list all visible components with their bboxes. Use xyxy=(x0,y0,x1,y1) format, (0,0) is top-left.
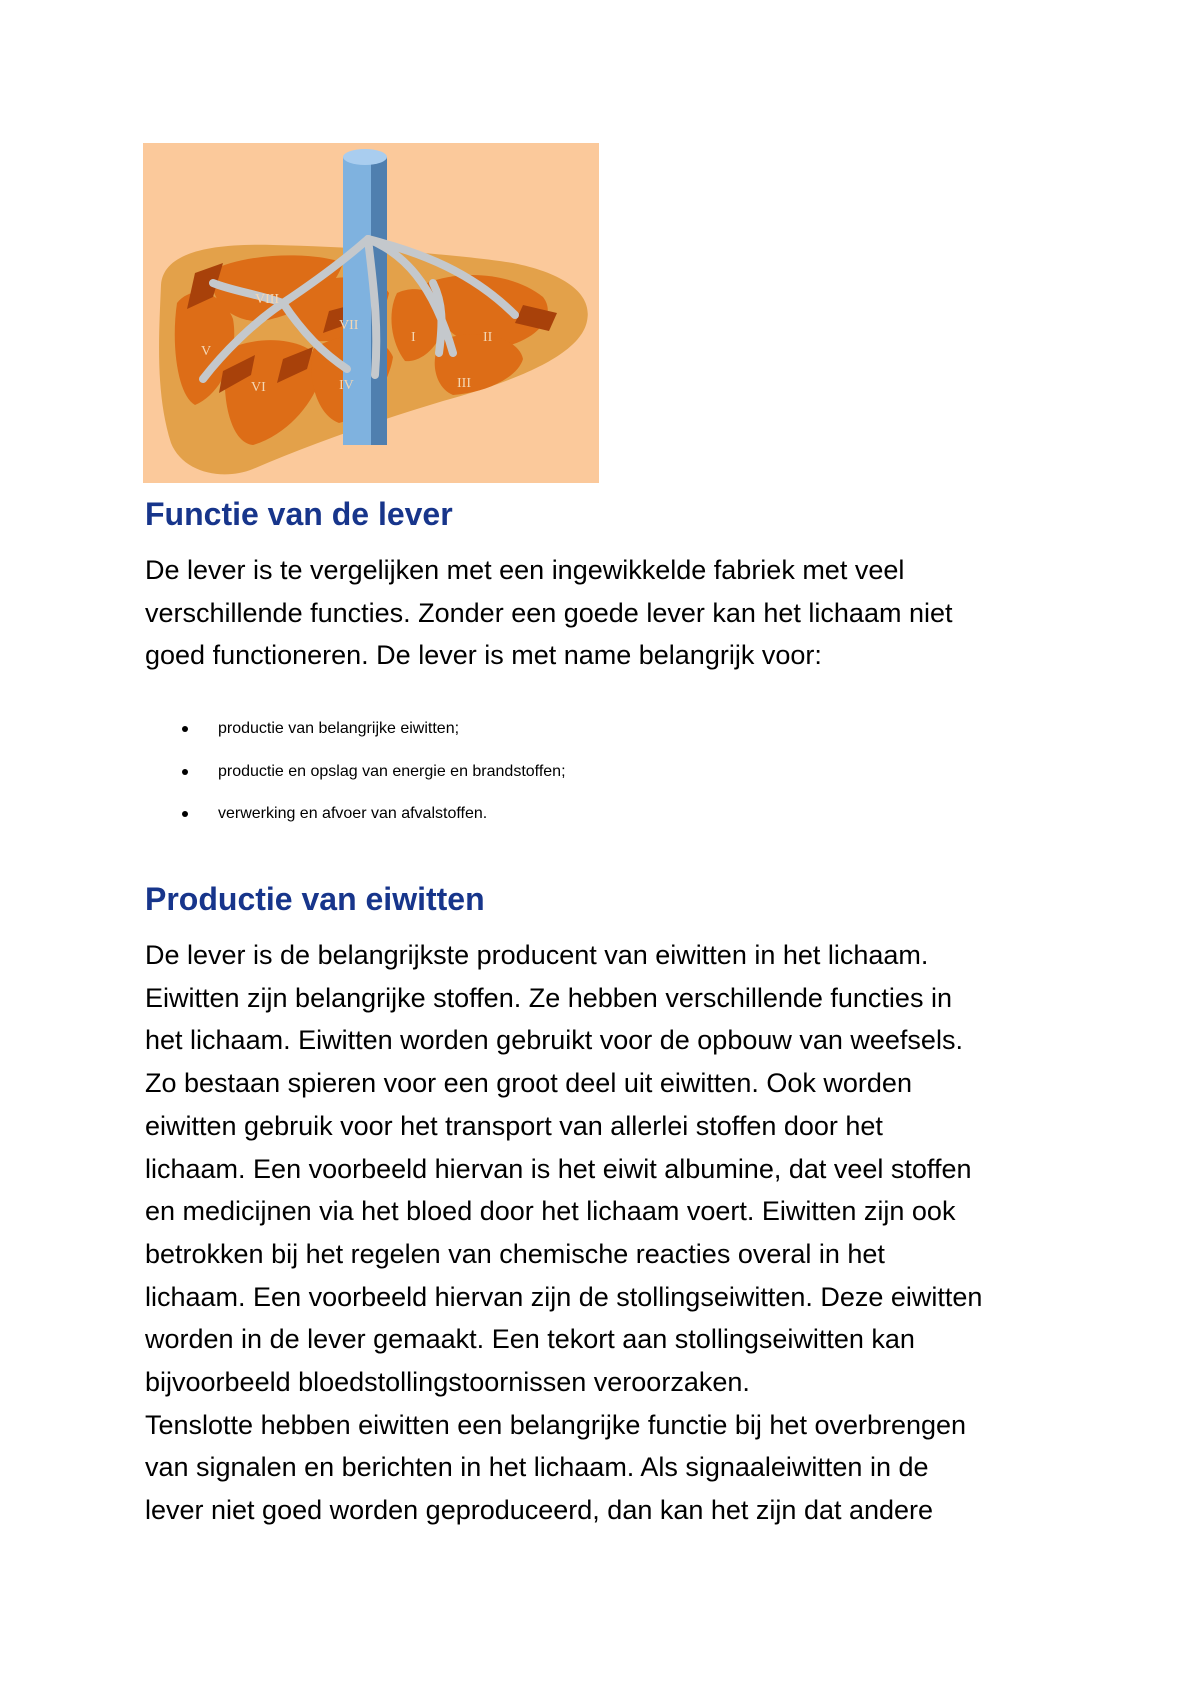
eiwitten-paragraph xyxy=(145,934,1105,1532)
paragraph-line: eiwitten gebruik voor het transport van allerlei stoffen door het xyxy=(145,1110,883,1141)
paragraph-line: bijvoorbeeld bloedstollingstoornissen veroorzaken. xyxy=(145,1367,750,1398)
segment-label-v: V xyxy=(201,344,212,359)
segment-label-vii: VII xyxy=(339,318,359,333)
segment-label-iv: IV xyxy=(339,378,354,393)
paragraph-line: van signalen en berichten in het lichaam. Als signaaleiwitten in de xyxy=(145,1452,929,1483)
list-item xyxy=(175,793,566,836)
heading-functie-van-de-lever: Functie van de lever xyxy=(145,496,453,532)
segment-label-ii: II xyxy=(483,330,493,345)
function-list xyxy=(175,708,566,836)
paragraph-line: verschillende functies. Zonder een goede lever kan het lichaam niet xyxy=(145,597,953,628)
liver-segments-illustration xyxy=(143,143,599,483)
paragraph-line: De lever is de belangrijkste producent van eiwitten in het lichaam. xyxy=(145,940,929,970)
list-item-text: productie en opslag van energie en brandstoffen; xyxy=(218,762,566,780)
bullet-icon xyxy=(182,811,188,817)
segment-label-viii: VIII xyxy=(255,292,280,307)
paragraph-line: betrokken bij het regelen van chemische reacties overal in het xyxy=(145,1238,885,1269)
list-item-text: verwerking en afvoer van afvalstoffen. xyxy=(218,805,488,822)
paragraph-line: lever niet goed worden geproduceerd, dan kan het zijn dat andere xyxy=(145,1495,934,1526)
list-item xyxy=(175,751,566,794)
paragraph-line: worden in de lever gemaakt. Een tekort aan stollingseiwitten kan xyxy=(145,1324,915,1355)
segment-label-i: I xyxy=(411,330,416,345)
paragraph-line: lichaam. Een voorbeeld hiervan zijn de stollingseiwitten. Deze eiwitten xyxy=(145,1281,983,1312)
paragraph-line: lichaam. Een voorbeeld hiervan is het eiwit albumine, dat veel stoffen xyxy=(145,1153,972,1184)
bullet-icon xyxy=(182,769,188,775)
intro-paragraph xyxy=(145,549,1105,677)
vena-cava-top xyxy=(343,149,387,165)
list-item-text: productie van belangrijke eiwitten; xyxy=(218,720,460,737)
paragraph-line: en medicijnen via het bloed door het lichaam voert. Eiwitten zijn ook xyxy=(145,1196,956,1227)
list-item xyxy=(175,708,566,751)
paragraph-line: Zo bestaan spieren voor een groot deel uit eiwitten. Ook worden xyxy=(145,1068,912,1099)
segment-label-vi: VI xyxy=(251,380,266,395)
bullet-icon xyxy=(182,726,188,732)
paragraph-line: De lever is te vergelijken met een ingewikkelde fabriek met veel xyxy=(145,555,905,585)
paragraph-line: Eiwitten zijn belangrijke stoffen. Ze hebben verschillende functies in xyxy=(145,982,952,1013)
paragraph-line: goed functioneren. De lever is met name belangrijk voor: xyxy=(145,640,822,671)
heading-productie-van-eiwitten: Productie van eiwitten xyxy=(145,881,485,917)
paragraph-line: het lichaam. Eiwitten worden gebruikt voor de opbouw van weefsels. xyxy=(145,1025,963,1056)
segment-label-iii: III xyxy=(457,376,471,391)
paragraph-line: Tenslotte hebben eiwitten een belangrijke functie bij het overbrengen xyxy=(145,1409,967,1440)
